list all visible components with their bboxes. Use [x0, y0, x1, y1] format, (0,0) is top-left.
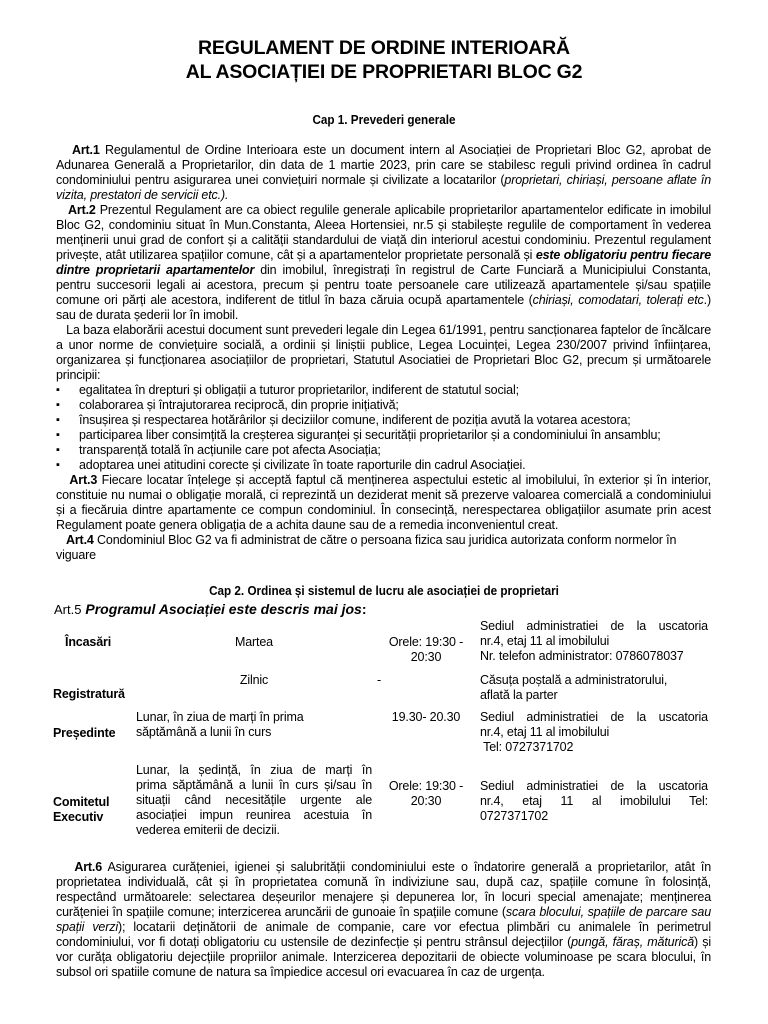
article-2-text-1: Prezentul Regulament are ca obiect regulile generale aplicabile proprietarilor apartamentelor edificate in imobilul Bloc G2, condominiu situat în Mun.Constanta, Aleea Hortensiei, nr.5 și stabilește regulile de comportament în vederea menținerii unui grad de confort și a calității standardului de viață din interiorul acestui condominiu. Prezentul regulament privește, atât utilizarea spațiilor comune, cât și a apartamentelor proprietate personală și	[56, 203, 711, 262]
chapter-2-heading: Cap 2. Ordinea și sistemul de lucru ale asociației de proprietari	[209, 583, 559, 598]
article-1-italic: proprietari, chiriași, persoane aflate în vizita, prestatori de servicii etc.).	[56, 173, 711, 202]
row-when: Zilnic	[239, 673, 269, 687]
label-line: Comitetul	[53, 795, 110, 809]
article-3-label: Art.3	[69, 473, 98, 487]
where-line: nr.4, etaj 11 al imobilului Tel:	[480, 794, 708, 808]
article-3-text: Fiecare locatar înțelege și acceptă faptul că menținerea aspectului estetic al imobilului, în exterior și în interior, constituie nu numai o obligație morală, ci reprezintă un deziderat menit să prezerve valoarea comercială a condominiului și a fiecăruia dintre apartamente ce compun condominiul. În consecință, nerespectarea obligațiilor asumate prin acest Regulament poate genera obligația de a achita daune sau de a remedia inconvenientul creat.	[56, 473, 711, 532]
row-label: Președinte	[53, 726, 116, 740]
where-line: nr.4, etaj 11 al imobilului	[480, 725, 610, 739]
label-line: Executiv	[53, 810, 104, 824]
row-hours: Orele: 19:30 - 20:30	[388, 779, 464, 808]
row-when	[136, 710, 374, 740]
when-line: Lunar, la ședință, în ziua de marți în	[136, 763, 372, 777]
where-line: Tel: 0727371702	[480, 740, 574, 754]
article-6-text-3: ) și vor curăța obligatoriu dejecțiile propriilor animale. Interzicerea depozitarii de obiecte voluminoase pe scara blocului, în subsol ori spatiile comune de natura sa împiedice accesul ori evacuarea în caz de urgența.	[56, 935, 711, 979]
article-4-text: Condominiul Bloc G2 va fi administrat de către o persoana fizica sau juridica autorizata conform normelor în viguare	[56, 533, 677, 562]
article-1-text: Regulamentul de Ordine Interioara este un document intern al Asociației de Proprietari Bloc G2, aprobat de Adunarea Generală a Proprietarilor, din data de 1 martie 2023, prin care se stabilesc reguli privind ordinea în cadrul condominiului pentru asigurarea unei conviețuiri normale și civilizate a locatarilor (	[56, 143, 712, 187]
when-line: Lunar, în ziua de marți în prima	[136, 710, 304, 724]
list-item: ▪ participarea liber consimțită la creșterea siguranței și securității proprietarilor și a condominiului în ansamblu;	[56, 428, 711, 443]
article-6-italic-2: pungă, făraș, măturică	[571, 935, 694, 949]
row-label: Registratură	[53, 687, 125, 701]
article-2-label: Art.2	[67, 203, 96, 217]
when-line: situații când necesitățile urgente ale	[136, 793, 372, 807]
where-line: Sediul administratiei de la uscatoria	[480, 710, 708, 724]
when-line: asociației impun reunirea acestuia în	[136, 808, 372, 822]
document-title-line-2: AL ASOCIAȚIEI DE PROPRIETARI BLOC G2	[185, 61, 583, 83]
list-item: ▪ colaborarea și întrajutorarea reciprocă, din proprie inițiativă;	[56, 398, 711, 413]
list-item: ▪ însușirea și respectarea hotărârilor și deciziilor comune, indiferent de poziția avută la votarea acestora;	[56, 413, 711, 428]
where-line: Căsuța poștală a administratorului,	[480, 673, 668, 687]
where-line: Sediul administratiei de la uscatoria	[480, 619, 708, 633]
row-where	[480, 673, 708, 703]
when-line: prima săptămână a lunii în curs și/sau în	[136, 778, 372, 792]
legal-basis: La baza elaborării acestui document sunt prevederi legale din Legea 61/1991, pentru sancționarea faptelor de încălcare a unor norme de conviețuire socială, a ordinii și liniștii publice, Legea Locuinței, Legea 230/2007 privind înființarea, organizarea și funcționarea asociațiilor de proprietari, Statutul Asociatiei de Proprietari Bloc G2, precum și următoarele principii:	[56, 323, 715, 382]
article-2-emphasis: este obligatoriu pentru fiecare dintre proprietarii apartamentelor	[56, 248, 711, 277]
article-5-text: Programul Asociației este descris mai jos	[81, 601, 362, 617]
where-line: Nr. telefon administrator: 0786078037	[480, 649, 684, 663]
row-hours: 19.30- 20.30	[391, 710, 461, 724]
article-5-colon: :	[361, 601, 367, 617]
article-6-text-2: ); locatarii deținătorii de animale de companie, care vor efectua plimbări cu animalele în perimetrul condominiului, vor fi dotați obligatoriu cu ustensile de dezinfecție și pentru strânsul dejecțiilor (	[56, 920, 711, 949]
article-4-label: Art.4	[65, 533, 94, 547]
list-item: ▪ transparență totală în acțiunile care pot afecta Asociația;	[56, 443, 711, 458]
row-hours: Orele: 19:30 - 20:30	[388, 635, 464, 664]
where-line: aflată la parter	[480, 688, 558, 702]
list-item: ▪ egalitatea în drepturi și obligații a tuturor proprietarilor, indiferent de statutul social;	[56, 383, 711, 398]
article-6-text-1: Asigurarea curățeniei, igienei și salubrității condominiului este o îndatorire generală a proprietarilor, atât în proprietatea individuală, cât și în proprietatea comună în indiviziune sau, după caz, spațiile comune în folosință, respectând următoarele: selectarea deșeurilor menajere și depunerea lor, în locuri special amenajate; menținerea curățeniei în spațiile comune; interzicerea aruncării de gunoaie în spațiile comune (	[56, 860, 711, 919]
where-line: Sediul administratiei de la uscatoria	[480, 779, 708, 793]
row-where	[480, 619, 708, 664]
chapter-1-heading: Cap 1. Prevederi generale	[312, 112, 456, 127]
where-line: nr.4, etaj 11 al imobilului	[480, 634, 610, 648]
list-item: ▪ adoptarea unei atitudini corecte și civilizate în toate raporturile din cadrul Asociației.	[56, 458, 711, 473]
document-title-line-1: REGULAMENT DE ORDINE INTERIOARĂ	[198, 37, 570, 59]
article-6-label: Art.6	[74, 860, 103, 874]
article-6-italic-1: scara blocului, spațiile de parcare sau spații verzi	[56, 905, 711, 934]
article-2-italic: chiriași, comodatari, tolerați etc	[532, 293, 704, 307]
row-hours: -	[377, 673, 382, 687]
row-when	[136, 763, 372, 838]
article-2-text-2: din imobilul, înregistrați în registrul de Carte Funciară a Municipiului Constanta, pentru succesorii legali ai acestora, precum și pentru toate persoanele care utilizează apartamentele și/sau spațiile comune ori părți ale acestora, indiferent de titlul în baza căruia ocupă apartamentele (	[56, 263, 711, 307]
when-line: vederea emiterii de decizii.	[136, 823, 280, 837]
row-where	[480, 779, 708, 824]
where-line: 0727371702	[480, 809, 549, 823]
row-where	[480, 710, 708, 755]
when-line: săptămână a lunii în curs	[136, 725, 272, 739]
article-5-label: Art.5	[54, 602, 82, 617]
row-when: Martea	[234, 635, 273, 649]
article-6	[56, 860, 711, 980]
row-label: Încasări	[65, 635, 112, 649]
row-label	[53, 795, 109, 825]
article-2-text-3: .) sau de durata șederii lor în imobil.	[56, 293, 711, 322]
article-1-label: Art.1	[71, 143, 100, 157]
